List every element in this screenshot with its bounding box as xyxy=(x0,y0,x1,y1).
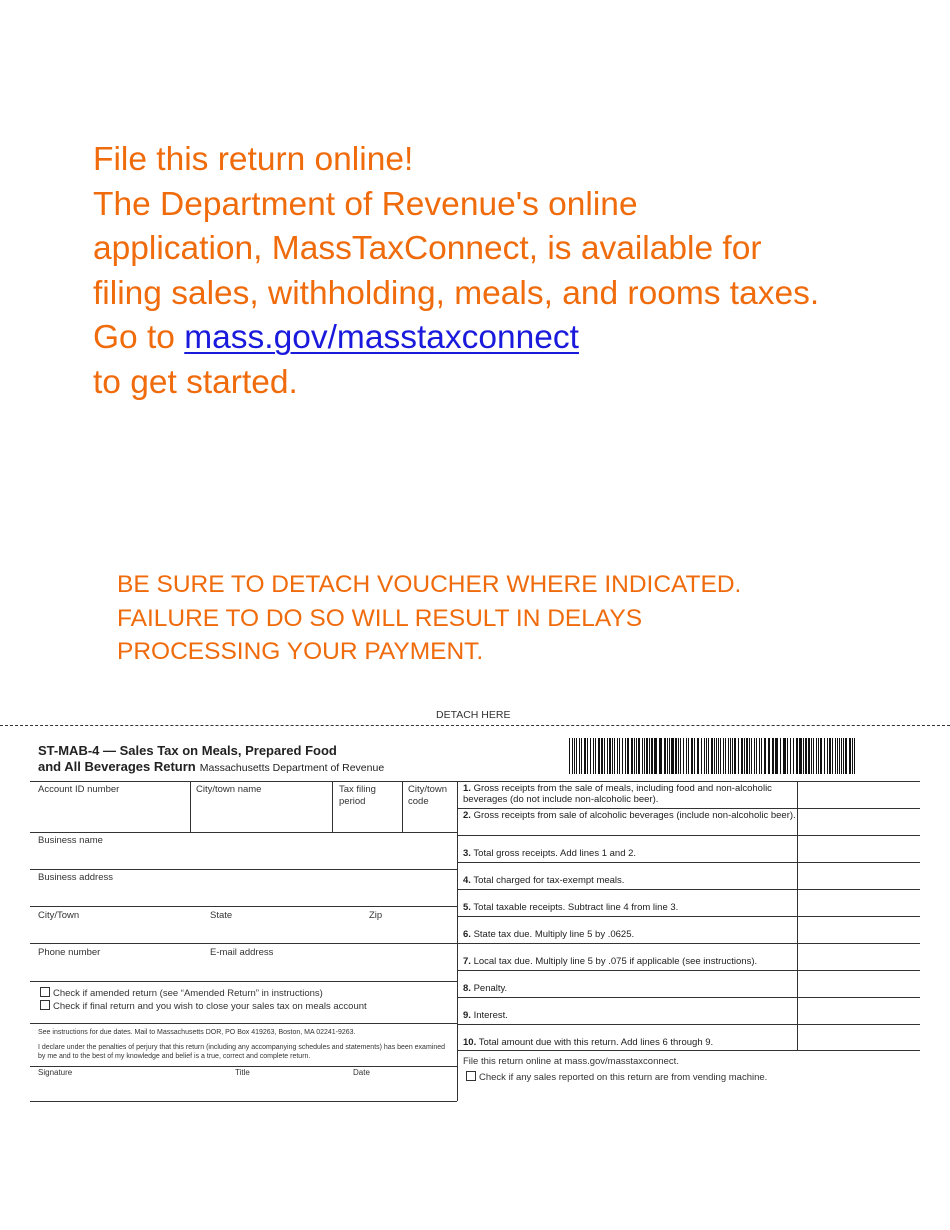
barcode-bar xyxy=(843,738,844,774)
barcode-bar xyxy=(708,738,709,774)
tax-line-text: Gross receipts from the sale of meals, including food and non-alcoholic beverages (do not include non-alcoholic beer). xyxy=(463,783,772,805)
barcode-bar xyxy=(764,738,766,774)
barcode-bar xyxy=(827,738,828,774)
tax-line-3 xyxy=(463,848,798,859)
barcode-bar xyxy=(818,738,819,774)
barcode-bar xyxy=(732,738,733,774)
form-divider xyxy=(30,781,920,782)
barcode-bar xyxy=(622,738,623,774)
barcode-bar xyxy=(835,738,836,774)
form-divider xyxy=(30,1101,457,1102)
barcode-bar xyxy=(584,738,586,774)
zip-field[interactable]: Zip xyxy=(369,910,383,921)
promo-line: The Department of Revenue's online xyxy=(93,185,638,223)
tax-line-number: 2. xyxy=(463,810,471,821)
barcode-bar xyxy=(852,738,853,774)
barcode-bar xyxy=(667,738,668,774)
form-divider xyxy=(30,906,457,907)
tax-line-number: 1. xyxy=(463,783,471,794)
barcode-bar xyxy=(576,738,577,774)
barcode-bar xyxy=(805,738,807,774)
tax-filing-period-field[interactable]: Tax filing period xyxy=(339,784,376,807)
barcode-bar xyxy=(619,738,620,774)
barcode-bar xyxy=(627,738,629,774)
tax-line-number: 7. xyxy=(463,956,471,967)
tax-line-number: 8. xyxy=(463,983,471,994)
barcode-bar xyxy=(704,738,705,774)
barcode-bar xyxy=(683,738,684,774)
promo-line: to get started. xyxy=(93,363,298,401)
tax-line-text: Total gross receipts. Add lines 1 and 2. xyxy=(473,848,637,859)
phone-field[interactable]: Phone number xyxy=(38,947,101,958)
form-title-line2: and All Beverages Return xyxy=(38,759,196,774)
barcode-bar xyxy=(649,738,650,774)
barcode-bar xyxy=(734,738,736,774)
barcode-bar xyxy=(607,738,608,774)
barcode-bar xyxy=(741,738,743,774)
tax-line-1 xyxy=(463,783,798,805)
barcode-bar xyxy=(780,738,781,774)
barcode-bar xyxy=(811,738,812,774)
online-filing-promo xyxy=(93,138,933,406)
barcode-bar xyxy=(598,738,600,774)
tax-line-text: Total taxable receipts. Subtract line 4 from line 3. xyxy=(473,902,679,913)
promo-go-to: Go to xyxy=(93,319,185,357)
form-divider xyxy=(402,781,403,832)
barcode-bar xyxy=(678,738,679,774)
tax-line-number: 4. xyxy=(463,875,471,886)
form-divider xyxy=(457,781,458,1101)
barcode-bar xyxy=(728,738,729,774)
final-return-label: Check if final return and you wish to close your sales tax on meals account xyxy=(53,1001,367,1012)
state-field[interactable]: State xyxy=(210,910,233,921)
tax-line-7 xyxy=(463,956,798,967)
barcode-bar xyxy=(754,738,755,774)
tax-line-number: 6. xyxy=(463,929,471,940)
tax-line-text: State tax due. Multiply line 5 by .0625. xyxy=(473,929,635,940)
barcode-bar xyxy=(716,738,717,774)
barcode-bar xyxy=(730,738,731,774)
barcode-bar xyxy=(793,738,794,774)
account-id-field[interactable]: Account ID number xyxy=(38,784,120,795)
form-divider xyxy=(30,1066,457,1067)
barcode-bar xyxy=(813,738,814,774)
form-title xyxy=(38,743,384,776)
barcode-bar xyxy=(581,738,582,774)
warning-line: BE SURE TO DETACH VOUCHER WHERE INDICATED. xyxy=(117,571,742,598)
tax-line-10 xyxy=(463,1037,798,1048)
barcode-bar xyxy=(824,738,825,774)
promo-line: File this return online! xyxy=(93,141,414,178)
amended-return-checkbox[interactable] xyxy=(40,987,323,1000)
detach-here-label: DETACH HERE xyxy=(436,709,511,721)
email-field[interactable]: E-mail address xyxy=(210,947,274,958)
signature-field[interactable]: Signature xyxy=(38,1068,73,1077)
tax-line-text: Penalty. xyxy=(473,983,508,994)
barcode-bar xyxy=(617,738,618,774)
barcode-bar xyxy=(671,738,674,774)
tax-line-6 xyxy=(463,929,798,940)
barcode xyxy=(569,738,857,774)
form-divider xyxy=(30,869,457,870)
barcode-bar xyxy=(718,738,719,774)
barcode-bar xyxy=(832,738,833,774)
barcode-bar xyxy=(614,738,615,774)
mailing-instructions: See instructions for due dates. Mail to Massachusetts DOR, PO Box 419263, Boston, MA 02241-9263. xyxy=(38,1029,356,1036)
warning-line: PROCESSING YOUR PAYMENT. xyxy=(117,638,484,665)
checkbox-box[interactable] xyxy=(40,987,50,997)
barcode-bar xyxy=(625,738,626,774)
barcode-bar xyxy=(799,738,802,774)
tax-line-5 xyxy=(463,902,798,913)
barcode-bar xyxy=(686,738,687,774)
business-address-field[interactable]: Business address xyxy=(38,872,113,883)
barcode-bar xyxy=(701,738,702,774)
form-divider xyxy=(190,781,191,832)
tax-line-8 xyxy=(463,983,798,994)
barcode-bar xyxy=(664,738,666,774)
city-town-name-field[interactable]: City/town name xyxy=(196,784,262,795)
tax-line-text: Total amount due with this return. Add lines 6 through 9. xyxy=(478,1037,714,1048)
promo-line xyxy=(93,316,933,361)
barcode-bar xyxy=(775,738,778,774)
barcode-bar xyxy=(711,738,713,774)
barcode-bar xyxy=(756,738,757,774)
tax-line-amount-field[interactable] xyxy=(799,971,919,996)
barcode-bar xyxy=(659,738,662,774)
barcode-bar xyxy=(790,738,791,774)
promo-line: application, MassTaxConnect, is available for xyxy=(93,230,762,268)
barcode-bar xyxy=(644,738,645,774)
promo-line: filing sales, withholding, meals, and rooms taxes. xyxy=(93,274,820,312)
barcode-bar xyxy=(839,738,840,774)
barcode-bar xyxy=(720,738,721,774)
tax-line-text: Local tax due. Multiply line 5 by .075 if applicable (see instructions). xyxy=(473,956,758,967)
barcode-bar xyxy=(604,738,605,774)
barcode-bar xyxy=(636,738,637,774)
tax-line-2 xyxy=(463,810,798,821)
barcode-bar xyxy=(725,738,726,774)
tax-line-amount-field[interactable] xyxy=(799,998,919,1023)
barcode-bar xyxy=(697,738,699,774)
checkbox-box[interactable] xyxy=(466,1071,476,1081)
form-divider xyxy=(332,781,333,832)
barcode-bar xyxy=(816,738,817,774)
barcode-bar xyxy=(634,738,635,774)
barcode-bar xyxy=(694,738,695,774)
date-field[interactable]: Date xyxy=(353,1068,370,1077)
form-title-line1: ST-MAB-4 — Sales Tax on Meals, Prepared Food xyxy=(38,743,337,758)
barcode-bar xyxy=(803,738,804,774)
barcode-bar xyxy=(593,738,594,774)
barcode-bar xyxy=(772,738,774,774)
tax-line-text: Interest. xyxy=(473,1010,508,1021)
barcode-bar xyxy=(572,738,573,774)
barcode-bar xyxy=(796,738,798,774)
barcode-bar xyxy=(845,738,847,774)
vending-machine-label: Check if any sales reported on this return are from vending machine. xyxy=(479,1072,768,1083)
barcode-bar xyxy=(849,738,851,774)
barcode-bar xyxy=(759,738,760,774)
department-name: Massachusetts Department of Revenue xyxy=(199,762,385,774)
barcode-bar xyxy=(651,738,653,774)
barcode-bar xyxy=(837,738,838,774)
perjury-declaration: I declare under the penalties of perjury that this return (including any accompanying schedules and statements) has been examined by me and to the best of my knowledge and belief is a true, correct and complete return. xyxy=(38,1044,446,1060)
tax-line-amount-field[interactable] xyxy=(799,917,919,942)
barcode-bar xyxy=(569,738,570,774)
warning-line: FAILURE TO DO SO WILL RESULT IN DELAYS xyxy=(117,604,643,632)
barcode-bar xyxy=(751,738,752,774)
amended-return-label: Check if amended return (see “Amended Return” in instructions) xyxy=(53,988,323,999)
barcode-bar xyxy=(723,738,724,774)
tax-line-number: 5. xyxy=(463,902,471,913)
barcode-bar xyxy=(587,738,588,774)
tax-line-amount-field[interactable] xyxy=(799,836,919,861)
masstaxconnect-link[interactable]: mass.gov/masstaxconnect xyxy=(184,319,579,357)
barcode-bar xyxy=(738,738,739,774)
barcode-bar xyxy=(688,738,689,774)
barcode-bar xyxy=(675,738,677,774)
detach-line xyxy=(0,725,950,726)
detach-warning xyxy=(117,568,741,669)
tax-line-number: 10. xyxy=(463,1037,477,1048)
form-divider xyxy=(30,943,457,944)
tax-line-9 xyxy=(463,1010,798,1021)
barcode-bar xyxy=(595,738,596,774)
barcode-bar xyxy=(601,738,603,774)
barcode-bar xyxy=(638,738,640,774)
barcode-bar xyxy=(706,738,707,774)
barcode-bar xyxy=(574,738,575,774)
tax-line-number: 3. xyxy=(463,848,471,859)
tax-line-text: Total charged for tax-exempt meals. xyxy=(473,875,625,886)
tax-line-amount-field[interactable] xyxy=(799,944,919,969)
tax-line-4 xyxy=(463,875,798,886)
business-name-field[interactable]: Business name xyxy=(38,835,103,846)
barcode-bar xyxy=(854,738,855,774)
tax-line-divider xyxy=(457,1050,920,1051)
tax-line-amount-field[interactable] xyxy=(799,890,919,915)
checkbox-box[interactable] xyxy=(40,1000,50,1010)
barcode-bar xyxy=(787,738,788,774)
barcode-bar xyxy=(749,738,750,774)
barcode-bar xyxy=(631,738,633,774)
barcode-bar xyxy=(820,738,822,774)
barcode-bar xyxy=(642,738,643,774)
barcode-bar xyxy=(829,738,831,774)
form-divider xyxy=(30,1023,457,1024)
barcode-bar xyxy=(579,738,580,774)
tax-line-amount-field[interactable] xyxy=(799,863,919,888)
barcode-bar xyxy=(783,738,786,774)
barcode-bar xyxy=(691,738,693,774)
barcode-bar xyxy=(744,738,745,774)
barcode-bar xyxy=(680,738,681,774)
tax-line-amount-field[interactable] xyxy=(799,809,919,834)
barcode-bar xyxy=(761,738,762,774)
form-divider xyxy=(30,981,457,982)
barcode-bar xyxy=(768,738,770,774)
barcode-bar xyxy=(654,738,657,774)
barcode-bar xyxy=(669,738,670,774)
tax-line-amount-field[interactable] xyxy=(799,1025,919,1049)
barcode-bar xyxy=(646,738,648,774)
barcode-bar xyxy=(612,738,613,774)
tax-line-text: Gross receipts from sale of alcoholic beverages (include non-alcoholic beer). xyxy=(473,810,796,821)
barcode-bar xyxy=(609,738,611,774)
barcode-bar xyxy=(808,738,810,774)
tax-line-number: 9. xyxy=(463,1010,471,1021)
barcode-bar xyxy=(746,738,748,774)
form-divider xyxy=(30,832,457,833)
vending-machine-checkbox[interactable] xyxy=(466,1071,767,1084)
title-field[interactable]: Title xyxy=(235,1068,250,1077)
tax-line-amount-field[interactable] xyxy=(799,782,919,807)
final-return-checkbox[interactable] xyxy=(40,1000,367,1013)
barcode-bar xyxy=(841,738,842,774)
city-town-code-field[interactable]: City/town code xyxy=(408,784,448,807)
city-town-field[interactable]: City/Town xyxy=(38,910,80,921)
online-filing-note: File this return online at mass.gov/masstaxconnect. xyxy=(463,1056,679,1067)
barcode-bar xyxy=(590,738,591,774)
barcode-bar xyxy=(714,738,715,774)
